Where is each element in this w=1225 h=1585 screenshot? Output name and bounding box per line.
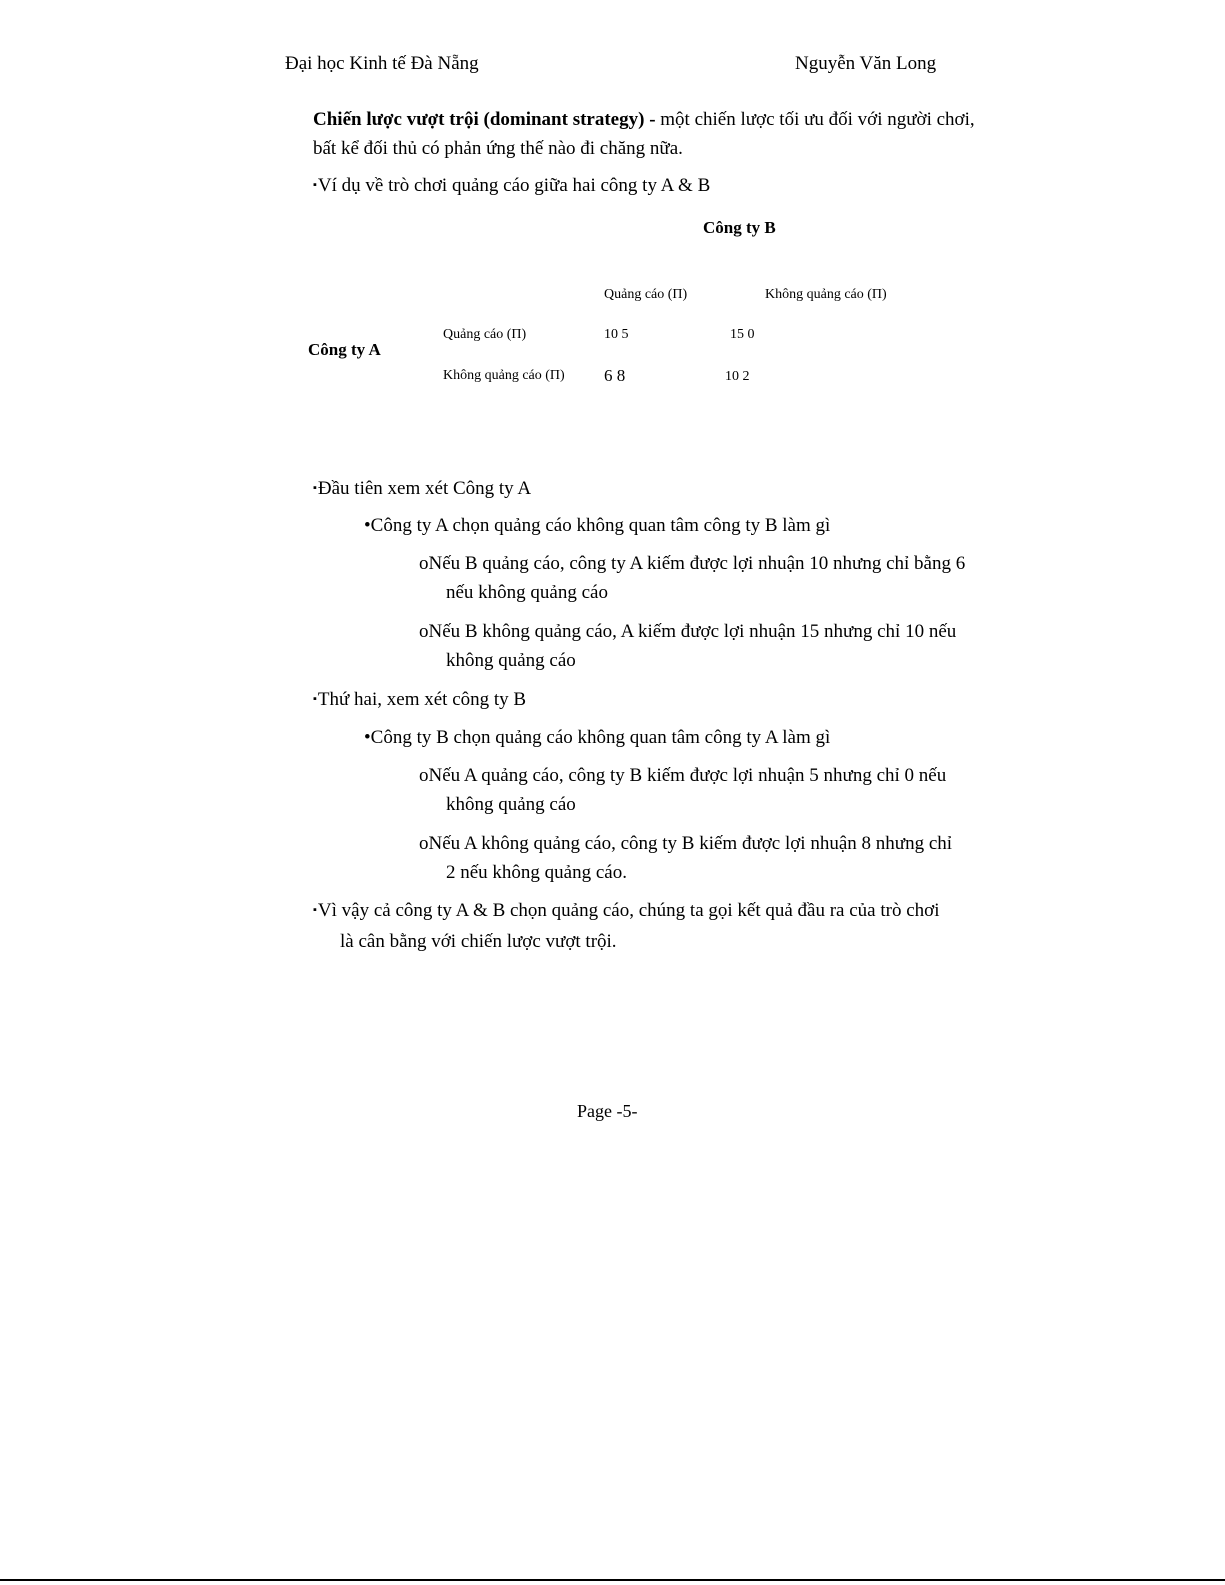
payoff-cell-1-2: 15 0	[730, 327, 755, 342]
definition-term: Chiến lược vượt trội (dominant strategy) -	[313, 109, 656, 130]
second-item-1-line-2: không quảng cáo	[446, 794, 576, 815]
row-label-1: Quảng cáo (Π)	[443, 327, 527, 342]
row-player-label: Công ty A	[308, 340, 381, 359]
header-left: Đại học Kinh tế Đà Nẵng	[285, 53, 479, 74]
second-item-2-line-1	[419, 829, 952, 858]
square-bullet-icon: ▪	[313, 693, 317, 705]
circle-bullet-icon: o	[419, 621, 429, 642]
definition-rest: một chiến lược tối ưu đối với người chơi,	[655, 109, 975, 130]
payoff-cell-2-2: 10 2	[725, 369, 750, 384]
circle-bullet-icon: o	[419, 833, 429, 854]
analysis-first-sub	[364, 511, 830, 540]
first-item-2-line-1	[419, 617, 956, 646]
analysis-second	[313, 685, 526, 714]
payoff-cell-2-1: 6 8	[604, 366, 626, 385]
col-header-1: Quảng cáo (Π)	[604, 287, 688, 302]
round-bullet-icon: •	[364, 727, 371, 748]
second-item-2-text: Nếu A không quảng cáo, công ty B kiếm được lợi nhuận 8 nhưng chỉ	[428, 833, 953, 854]
conclusion-text: Vì vậy cả công ty A & B chọn quảng cáo, chúng ta gọi kết quả đầu ra của trò chơi	[317, 900, 940, 921]
row-label-2: Không quảng cáo (Π)	[443, 368, 565, 383]
payoff-cell-1-1: 10 5	[604, 327, 629, 342]
first-item-2-text: Nếu B không quảng cáo, A kiếm được lợi nhuận 15 nhưng chỉ 10 nếu	[428, 621, 957, 642]
definition-line-1	[313, 105, 975, 134]
first-item-1-text: Nếu B quảng cáo, công ty A kiếm được lợi nhuận 10 nhưng chỉ bằng 6	[428, 553, 966, 574]
conclusion-line-2: là cân bằng với chiến lược vượt trội.	[340, 931, 617, 952]
col-header-2: Không quảng cáo (Π)	[765, 287, 887, 302]
round-bullet-icon: •	[364, 515, 371, 536]
analysis-first-sub-text: Công ty A chọn quảng cáo không quan tâm công ty B làm gì	[370, 515, 831, 536]
circle-bullet-icon: o	[419, 765, 429, 786]
conclusion-line-1	[313, 896, 939, 925]
second-item-2-line-2: 2 nếu không quảng cáo.	[446, 862, 627, 883]
circle-bullet-icon: o	[419, 553, 429, 574]
analysis-second-sub-text: Công ty B chọn quảng cáo không quan tâm công ty A làm gì	[370, 727, 831, 748]
square-bullet-icon: ▪	[313, 904, 317, 916]
example-text: Ví dụ về trò chơi quảng cáo giữa hai công ty A & B	[317, 175, 711, 196]
page-bottom-border	[0, 1579, 1225, 1581]
square-bullet-icon: ▪	[313, 179, 317, 191]
square-bullet-icon: ▪	[313, 482, 317, 494]
first-item-1-line-1	[419, 549, 965, 578]
analysis-second-text: Thứ hai, xem xét công ty B	[317, 689, 527, 710]
page-number: Page -5-	[577, 1101, 638, 1121]
second-item-1-line-1	[419, 761, 946, 790]
analysis-first	[313, 474, 531, 503]
definition-line-2: bất kể đối thủ có phản ứng thế nào đi chăng nữa.	[313, 138, 683, 159]
example-line	[313, 171, 710, 200]
analysis-first-text: Đầu tiên xem xét Công ty A	[317, 478, 532, 499]
second-item-1-text: Nếu A quảng cáo, công ty B kiếm được lợi nhuận 5 nhưng chỉ 0 nếu	[428, 765, 947, 786]
analysis-second-sub	[364, 723, 830, 752]
first-item-2-line-2: không quảng cáo	[446, 650, 576, 671]
col-player-label: Công ty B	[703, 218, 776, 237]
first-item-1-line-2: nếu không quảng cáo	[446, 582, 608, 603]
header-right: Nguyễn Văn Long	[795, 53, 937, 74]
